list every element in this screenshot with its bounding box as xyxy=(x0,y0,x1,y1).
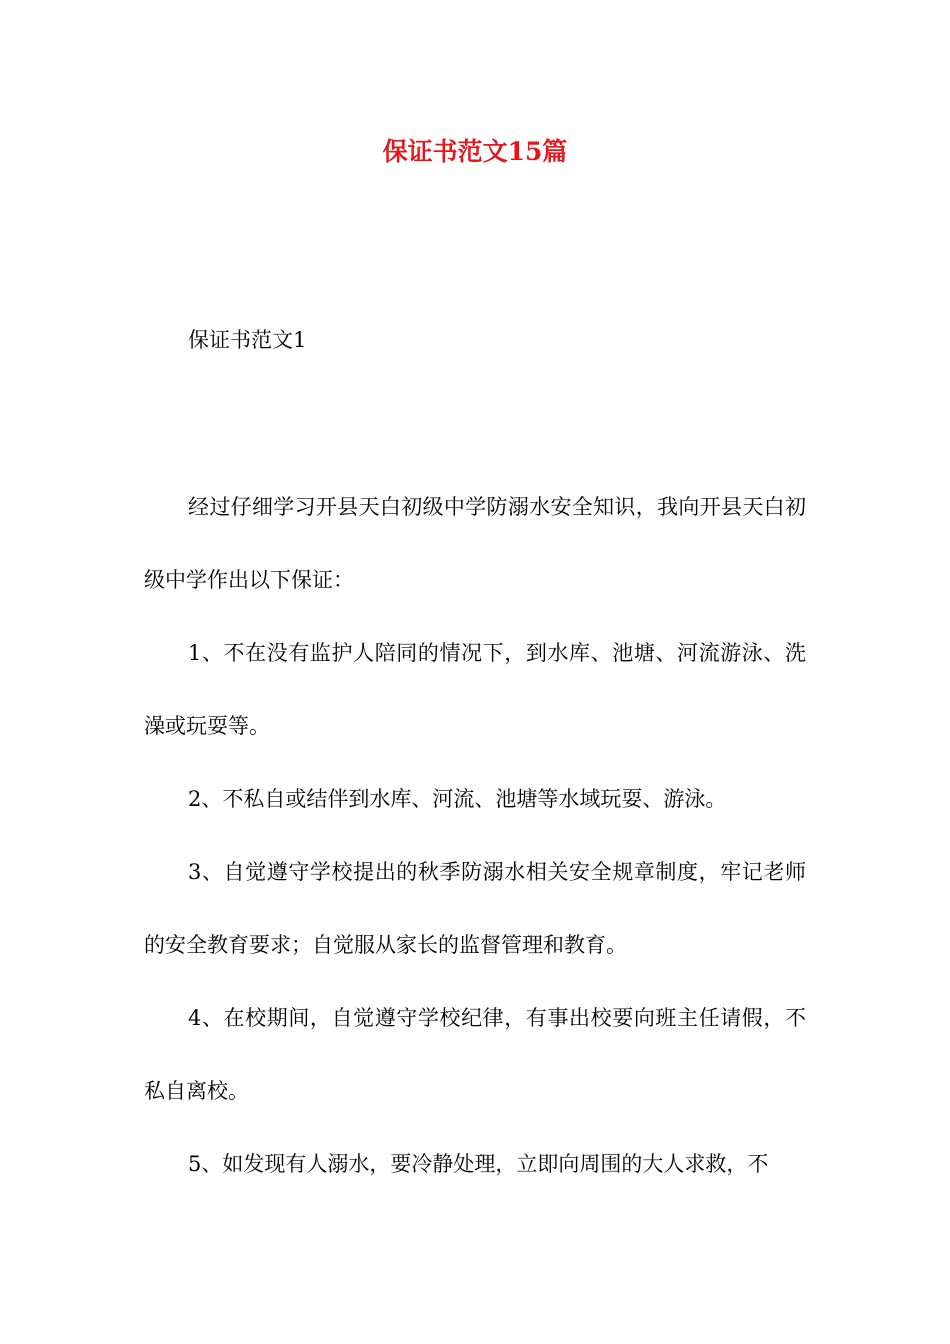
paragraph-item-3: 3、自觉遵守学校提出的秋季防溺水相关安全规章制度，牢记老师的安全教育要求；自觉服从家长的监督管理和教育。 xyxy=(144,860,806,957)
document-title: 保证书范文15篇 xyxy=(382,137,568,166)
paragraph-item-4: 4、在校期间，自觉遵守学校纪律，有事出校要向班主任请假，不私自离校。 xyxy=(144,1006,806,1103)
paragraph-item-5: 5、如发现有人溺水，要冷静处理，立即向周围的大人求救，不 xyxy=(188,1152,769,1176)
paragraph-intro: 经过仔细学习开县天白初级中学防溺水安全知识，我向开县天白初级中学作出以下保证： xyxy=(144,495,806,592)
paragraph-item-2: 2、不私自或结伴到水库、河流、池塘等水域玩耍、游泳。 xyxy=(188,787,727,811)
section-heading: 保证书范文1 xyxy=(188,328,307,352)
document-body xyxy=(144,471,806,1201)
paragraph-item-1: 1、不在没有监护人陪同的情况下，到水库、池塘、河流游泳、洗澡或玩耍等。 xyxy=(144,641,806,738)
